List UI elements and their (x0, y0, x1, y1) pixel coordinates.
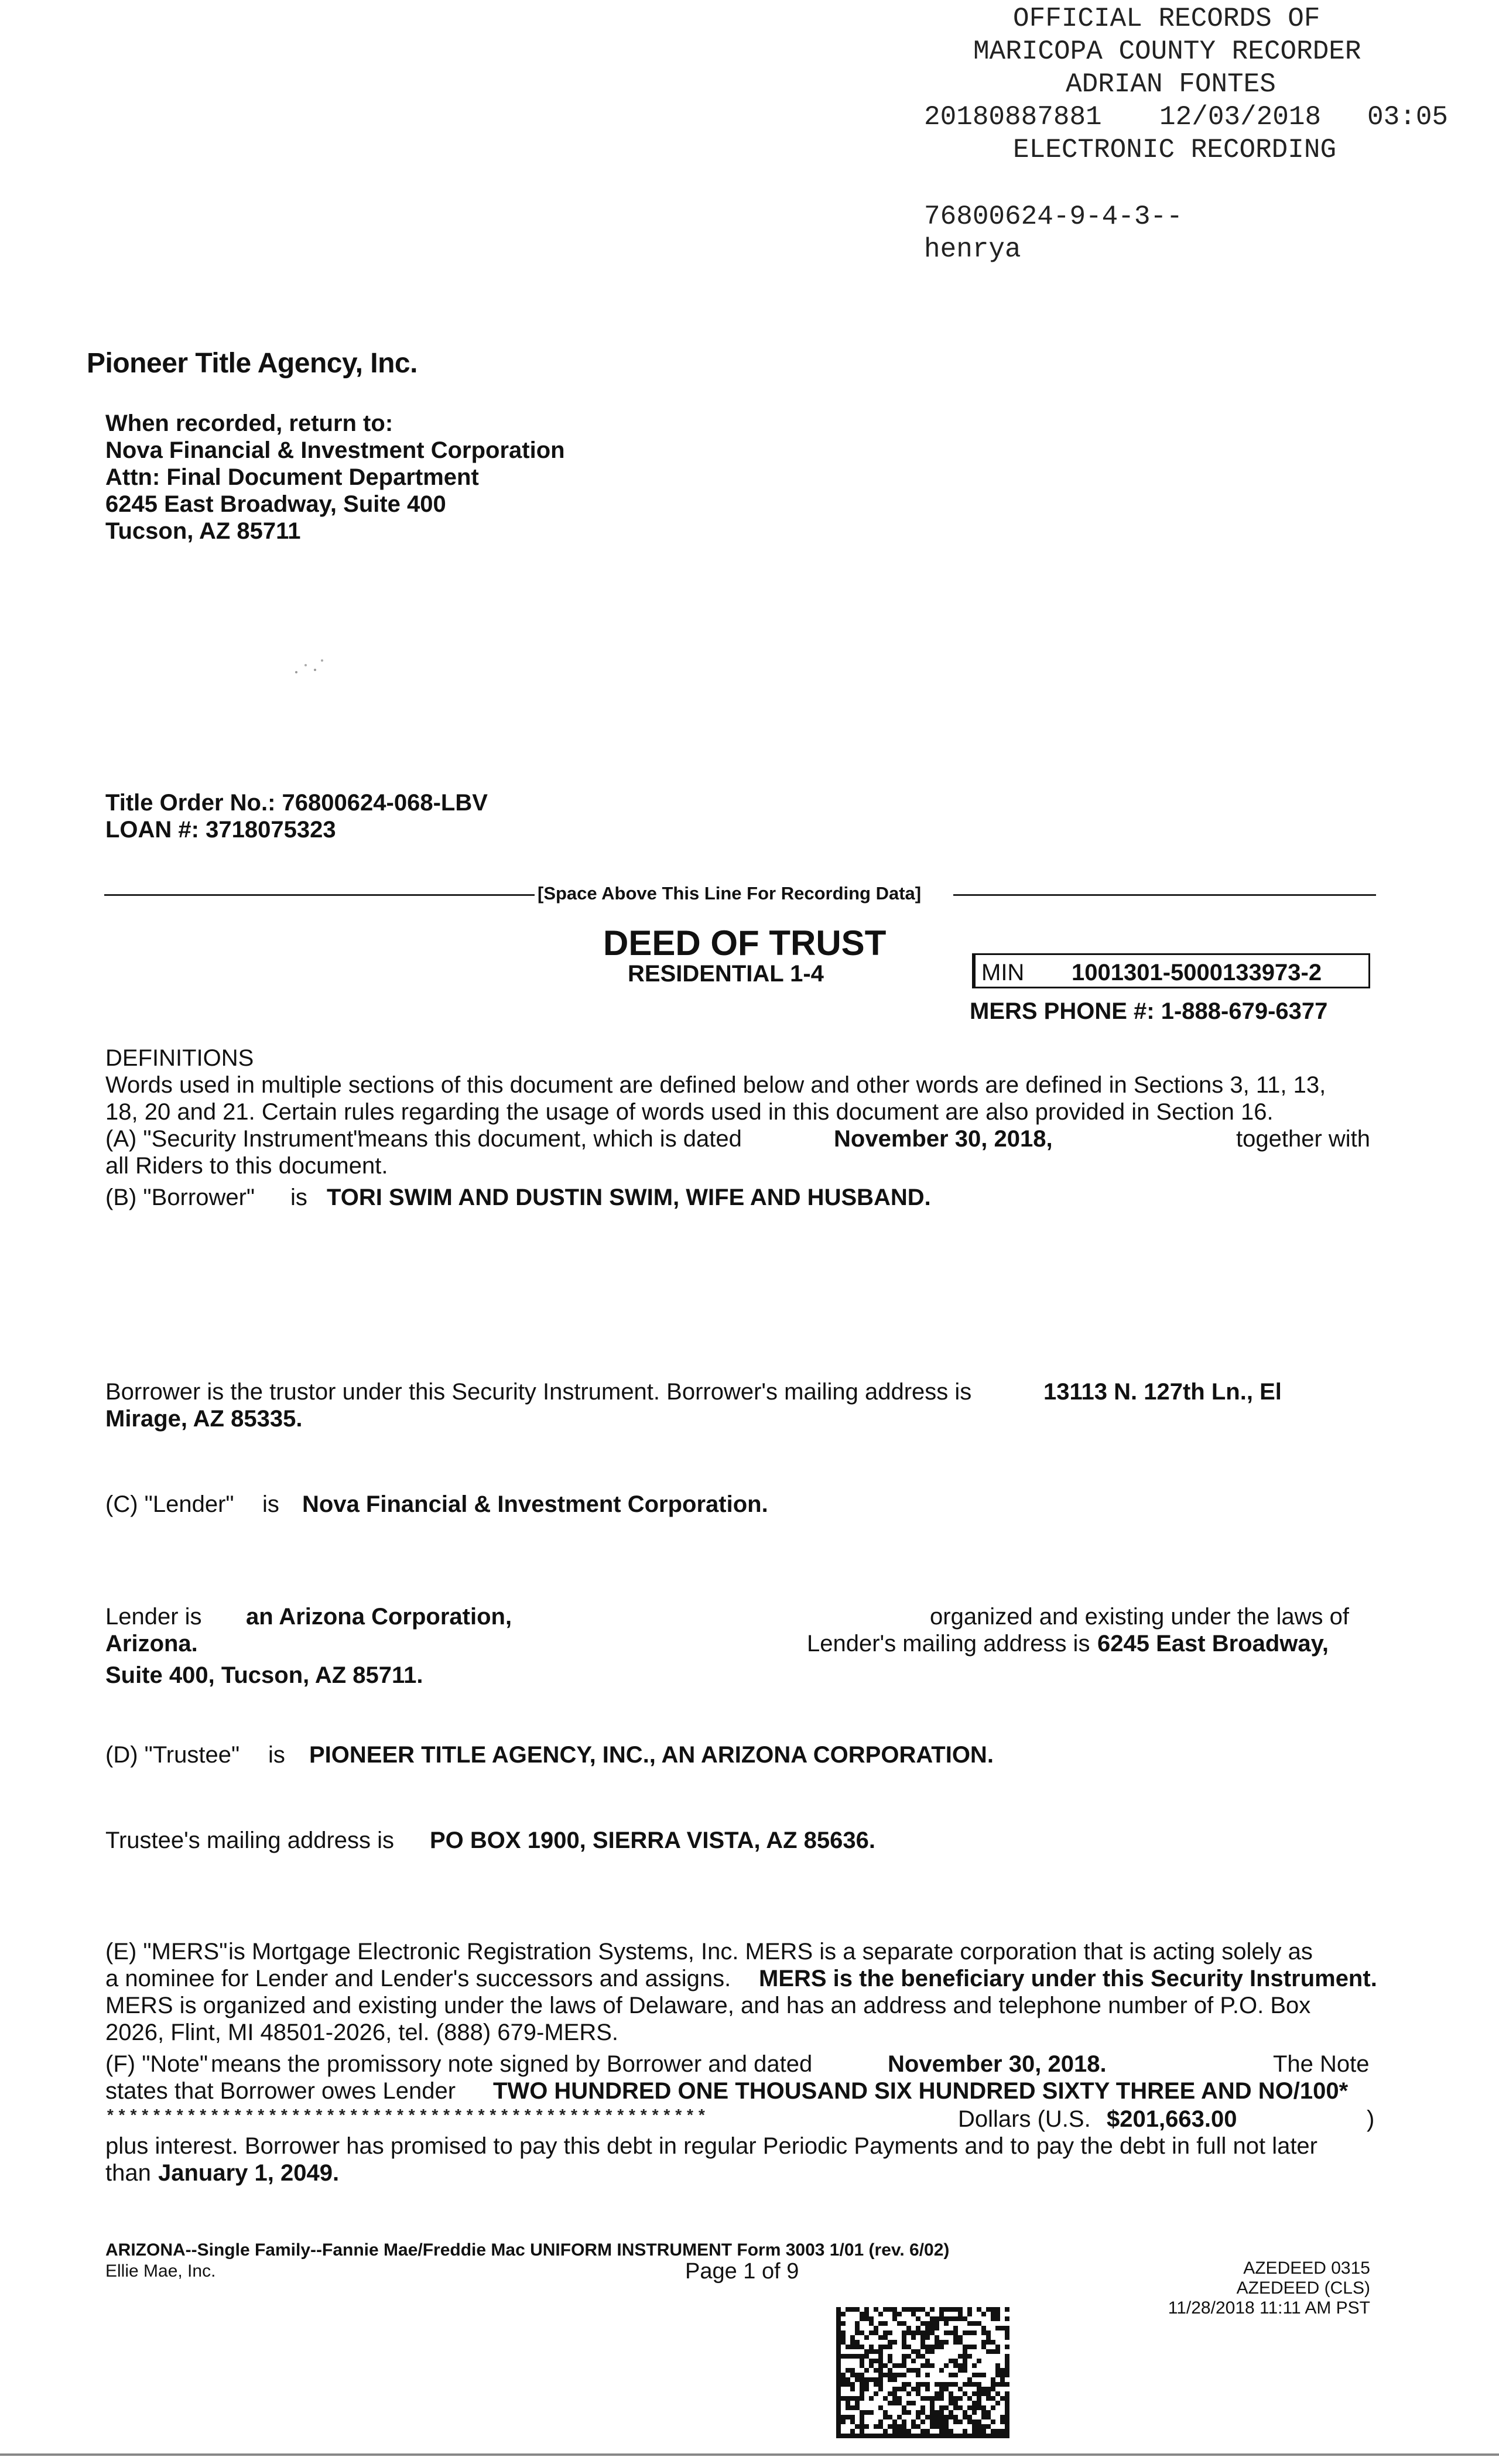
def-c-label: (C) "Lender" (105, 1491, 234, 1517)
footer-form: ARIZONA--Single Family--Fannie Mae/Freddie Mac UNIFORM INSTRUMENT Form 3003 1/01 (rev. 6/02) (105, 2240, 950, 2260)
def-c-value: Nova Financial & Investment Corporation. (302, 1491, 768, 1517)
lender-organized: organized and existing under the laws of (930, 1604, 1350, 1630)
def-b-label: (B) "Borrower" (105, 1185, 255, 1210)
def-e-line3: MERS is organized and existing under the laws of Delaware, and has an address and telephone number of P.O. Box (105, 1993, 1311, 2018)
def-f-stars: **************************************************** (105, 2108, 709, 2126)
min-label: MIN (981, 960, 1025, 985)
lender-state: Arizona. (105, 1631, 198, 1657)
definitions-intro-2: 18, 20 and 21. Certain rules regarding the usage of words used in this document are also provided in Section 16. (105, 1099, 1274, 1125)
footer-timestamp: 11/28/2018 11:11 AM PST (1168, 2298, 1370, 2318)
def-f-amount: $201,663.00 (1107, 2106, 1237, 2132)
lender-is: Lender is (105, 1604, 202, 1630)
def-f-label: (F) "Note" (105, 2051, 208, 2077)
trustee-address-text: Trustee's mailing address is (105, 1828, 395, 1853)
def-e-line2a: a nominee for Lender and Lender's successors and assigns. (105, 1966, 731, 1991)
recorder-line-2: MARICOPA COUNTY RECORDER (973, 36, 1361, 67)
deed-subtitle: RESIDENTIAL 1-4 (628, 961, 824, 987)
footer-vendor: Ellie Mae, Inc. (105, 2261, 216, 2281)
def-a-line2: all Riders to this document. (105, 1153, 388, 1179)
recording-number: 20180887881 (924, 102, 1102, 132)
def-f-line2a: states that Borrower owes Lender (105, 2078, 456, 2104)
def-f-dollars: Dollars (U.S. (958, 2106, 1091, 2132)
def-b-is: is (290, 1185, 307, 1210)
lender-mail-2: Suite 400, Tucson, AZ 85711. (105, 1662, 423, 1688)
loan-value: 3718075323 (206, 817, 336, 843)
def-e-line2b: MERS is the beneficiary under this Security Instrument. (759, 1966, 1377, 1991)
def-d-value: PIONEER TITLE AGENCY, INC., AN ARIZONA CORPORATION. (309, 1742, 994, 1768)
barcode-icon (836, 2307, 1009, 2438)
def-f-line4: plus interest. Borrower has promised to pay this debt in regular Periodic Payments and to pay the debt in full not later (105, 2133, 1317, 2159)
title-order (105, 789, 488, 817)
borrower-address-text: Borrower is the trustor under this Security Instrument. Borrower's mailing address is (105, 1379, 972, 1405)
recorder-line-5: ELECTRONIC RECORDING (1013, 135, 1337, 165)
def-f-line5b: January 1, 2049. (158, 2160, 340, 2186)
footer-code1: AZEDEED 0315 (1243, 2258, 1370, 2278)
return-attn: Attn: Final Document Department (105, 464, 479, 490)
def-e-line1: is Mortgage Electronic Registration Systems, Inc. MERS is a separate corporation that is acting solely as (228, 1939, 1313, 1965)
def-a-label: (A) "Security Instrument" (105, 1126, 362, 1152)
loan-label: LOAN #: (105, 817, 199, 843)
footer-page: Page 1 of 9 (685, 2259, 799, 2284)
def-d-is: is (268, 1742, 285, 1768)
def-e-line4: 2026, Flint, MI 48501-2026, tel. (888) 679-MERS. (105, 2020, 619, 2045)
title-order-value: 76800624-068-LBV (282, 790, 488, 816)
borrower-address-1: 13113 N. 127th Ln., El (1043, 1379, 1282, 1405)
recorder-ref-code: 76800624-9-4-3-- (924, 201, 1183, 232)
recording-time: 03:05 (1367, 102, 1449, 132)
def-d-label: (D) "Trustee" (105, 1742, 240, 1768)
return-heading: When recorded, return to: (105, 410, 393, 436)
return-company: Nova Financial & Investment Corporation (105, 437, 565, 463)
lender-mail-text: Lender's mailing address is (807, 1631, 1090, 1657)
loan-number (105, 816, 336, 844)
def-f-paren: ) (1367, 2106, 1375, 2132)
recording-date: 12/03/2018 (1159, 102, 1322, 132)
def-c-is: is (262, 1491, 279, 1517)
mers-phone: MERS PHONE #: 1-888-679-6377 (970, 998, 1328, 1024)
min-value: 1001301-5000133973-2 (1072, 960, 1322, 985)
definitions-intro-1: Words used in multiple sections of this document are defined below and other words are defined in Sections 3, 11, 13, (105, 1072, 1326, 1098)
return-city: Tucson, AZ 85711 (105, 518, 301, 544)
def-f-date: November 30, 2018. (888, 2051, 1107, 2077)
divider-left (104, 894, 535, 896)
def-a-text: means this document, which is dated (358, 1126, 742, 1152)
def-e-label: (E) "MERS" (105, 1939, 228, 1965)
return-street: 6245 East Broadway, Suite 400 (105, 491, 446, 517)
divider-right (953, 894, 1376, 896)
def-f-line5a: than (105, 2160, 151, 2186)
lender-mail-1: 6245 East Broadway, (1097, 1631, 1329, 1657)
title-order-label: Title Order No.: (105, 790, 276, 816)
def-f-the-note: The Note (1273, 2051, 1370, 2077)
def-f-amount-words: TWO HUNDRED ONE THOUSAND SIX HUNDRED SIXTY THREE AND NO/100* (493, 2078, 1349, 2104)
footer-code2: AZEDEED (CLS) (1236, 2278, 1370, 2298)
scan-speck (292, 655, 327, 678)
def-f-text: means the promissory note signed by Borrower and dated (211, 2051, 813, 2077)
def-a-together: together with (1236, 1126, 1371, 1152)
lender-type: an Arizona Corporation, (246, 1604, 512, 1630)
def-a-date: November 30, 2018, (834, 1126, 1053, 1152)
recorder-line-3: ADRIAN FONTES (1066, 69, 1276, 100)
recorder-user: henrya (924, 234, 1021, 265)
borrower-address-2: Mirage, AZ 85335. (105, 1406, 303, 1432)
recorder-line-1: OFFICIAL RECORDS OF (1013, 4, 1320, 34)
trustee-address-value: PO BOX 1900, SIERRA VISTA, AZ 85636. (430, 1828, 876, 1853)
def-b-value: TORI SWIM AND DUSTIN SWIM, WIFE AND HUSBAND. (327, 1185, 931, 1210)
definitions-heading: DEFINITIONS (105, 1045, 254, 1071)
scan-bottom-edge (0, 2453, 1499, 2456)
deed-title: DEED OF TRUST (603, 923, 887, 963)
agency-name: Pioneer Title Agency, Inc. (87, 348, 417, 379)
space-above-label: [Space Above This Line For Recording Data] (538, 883, 922, 904)
